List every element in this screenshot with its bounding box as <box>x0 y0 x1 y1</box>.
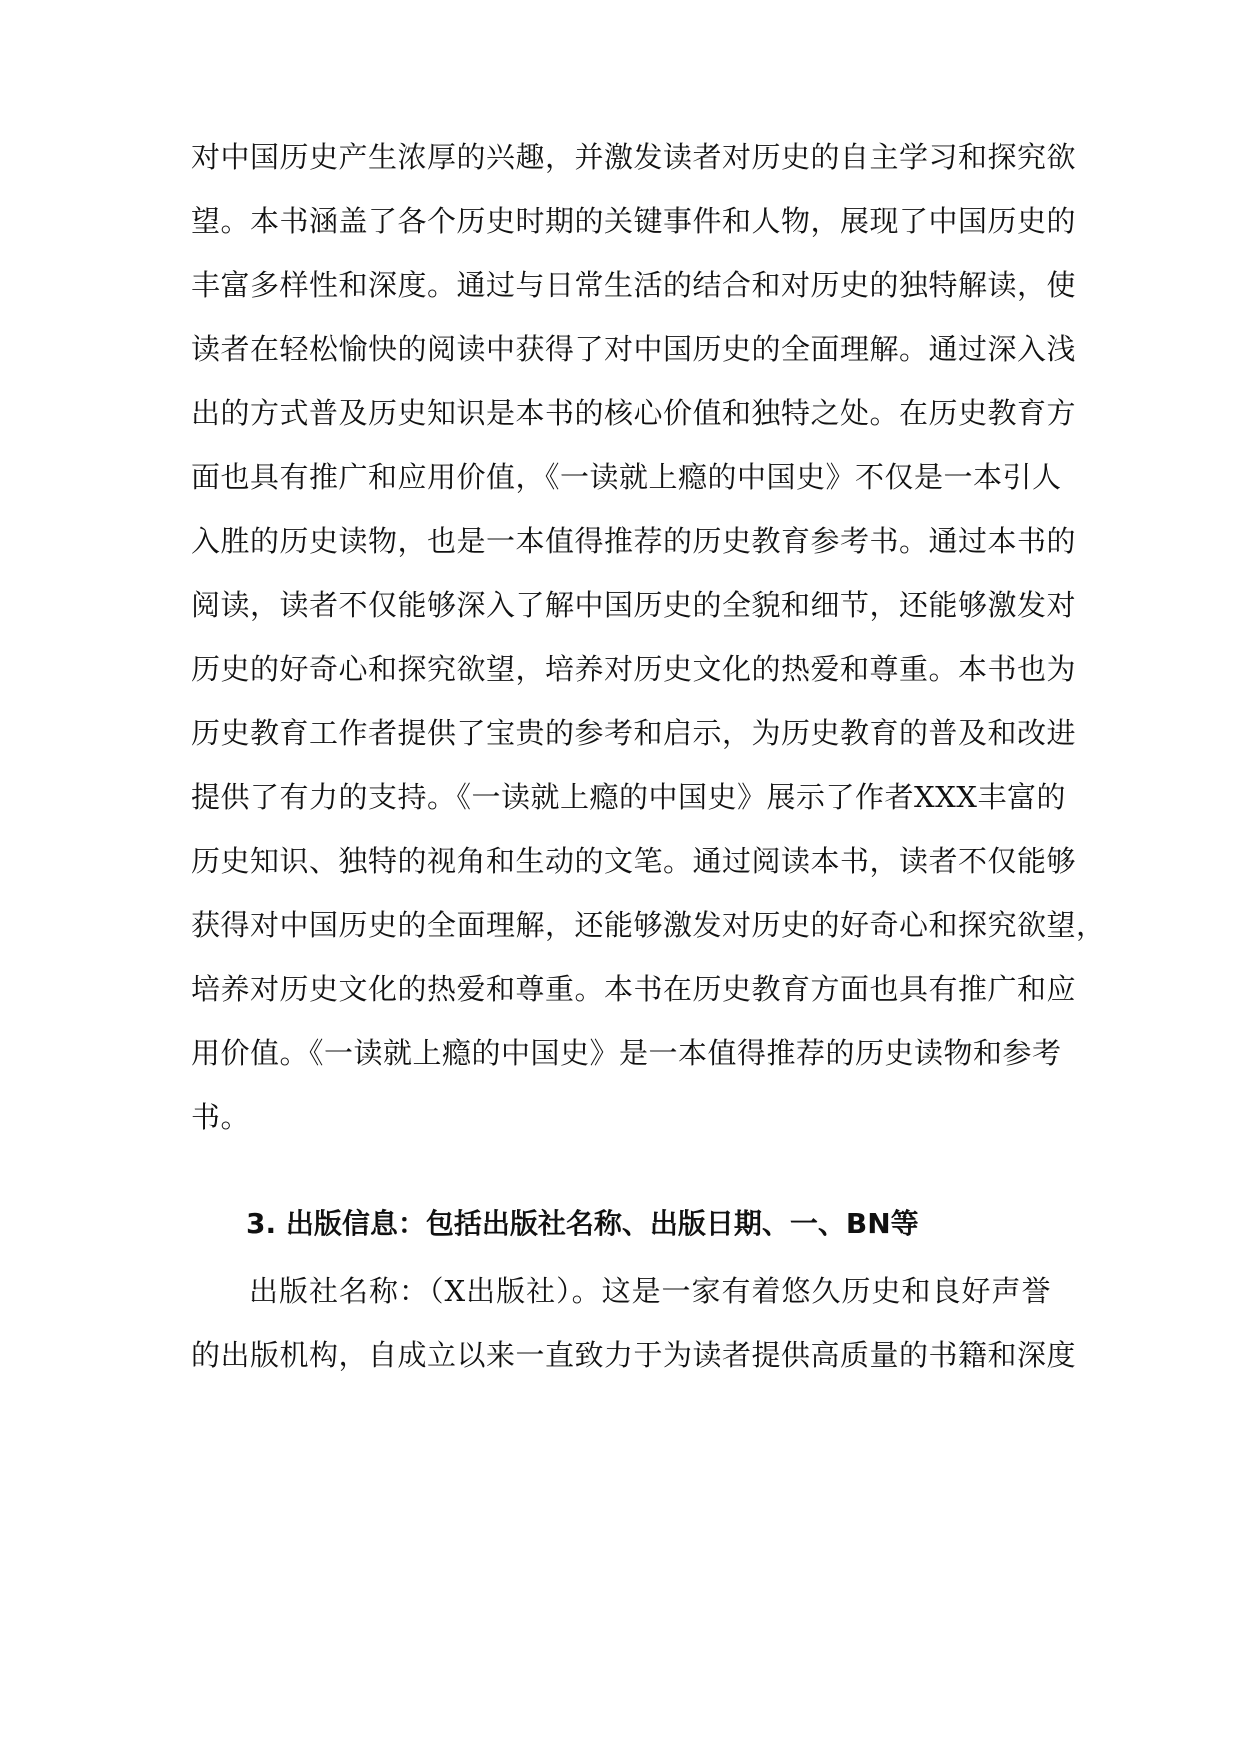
body-text-line: 面也具有推广和应用价值，《一读就上瘾的中国史》不仅是一本引人 <box>191 460 1062 494</box>
body-text-line: 丰富多样性和深度。通过与日常生活的结合和对历史的独特解读，使 <box>191 268 1077 302</box>
body-text-line: 阅读，读者不仅能够深入了解中国历史的全貌和细节，还能够激发对 <box>191 588 1077 622</box>
body-text-line: 提供了有力的支持。《一读就上瘾的中国史》展示了作者XXX丰富的 <box>191 780 1066 814</box>
body-text-line: 书。 <box>191 1100 251 1134</box>
body-text-line: 对中国历史产生浓厚的兴趣，并激发读者对历史的自主学习和探究欲 <box>191 140 1077 174</box>
body-text-line: 出版社名称：（X出版社）。这是一家有着悠久历史和良好声誉 <box>249 1274 1051 1308</box>
body-text-line: 历史教育工作者提供了宝贵的参考和启示，为历史教育的普及和改进 <box>191 716 1077 750</box>
body-text-line: 历史的好奇心和探究欲望，培养对历史文化的热爱和尊重。本书也为 <box>191 652 1077 686</box>
body-text-line: 出的方式普及历史知识是本书的核心价值和独特之处。在历史教育方 <box>191 396 1077 430</box>
section-heading: 3. 出版信息：包括出版社名称、出版日期、一、BN等 <box>246 1207 919 1240</box>
body-text-line: 历史知识、独特的视角和生动的文笔。通过阅读本书，读者不仅能够 <box>191 844 1077 878</box>
body-text-line: 培养对历史文化的热爱和尊重。本书在历史教育方面也具有推广和应 <box>191 972 1077 1006</box>
body-text-line: 读者在轻松愉快的阅读中获得了对中国历史的全面理解。通过深入浅 <box>191 332 1077 366</box>
body-text-line: 的出版机构，自成立以来一直致力于为读者提供高质量的书籍和深度 <box>191 1338 1077 1372</box>
body-text-line: 入胜的历史读物，也是一本值得推荐的历史教育参考书。通过本书的 <box>191 524 1077 558</box>
body-text-line: 望。本书涵盖了各个历史时期的关键事件和人物，展现了中国历史的 <box>191 204 1077 238</box>
body-text-line: 用价值。《一读就上瘾的中国史》是一本值得推荐的历史读物和参考 <box>191 1036 1062 1070</box>
body-text-line: 获得对中国历史的全面理解，还能够激发对历史的好奇心和探究欲望， <box>191 908 1106 942</box>
